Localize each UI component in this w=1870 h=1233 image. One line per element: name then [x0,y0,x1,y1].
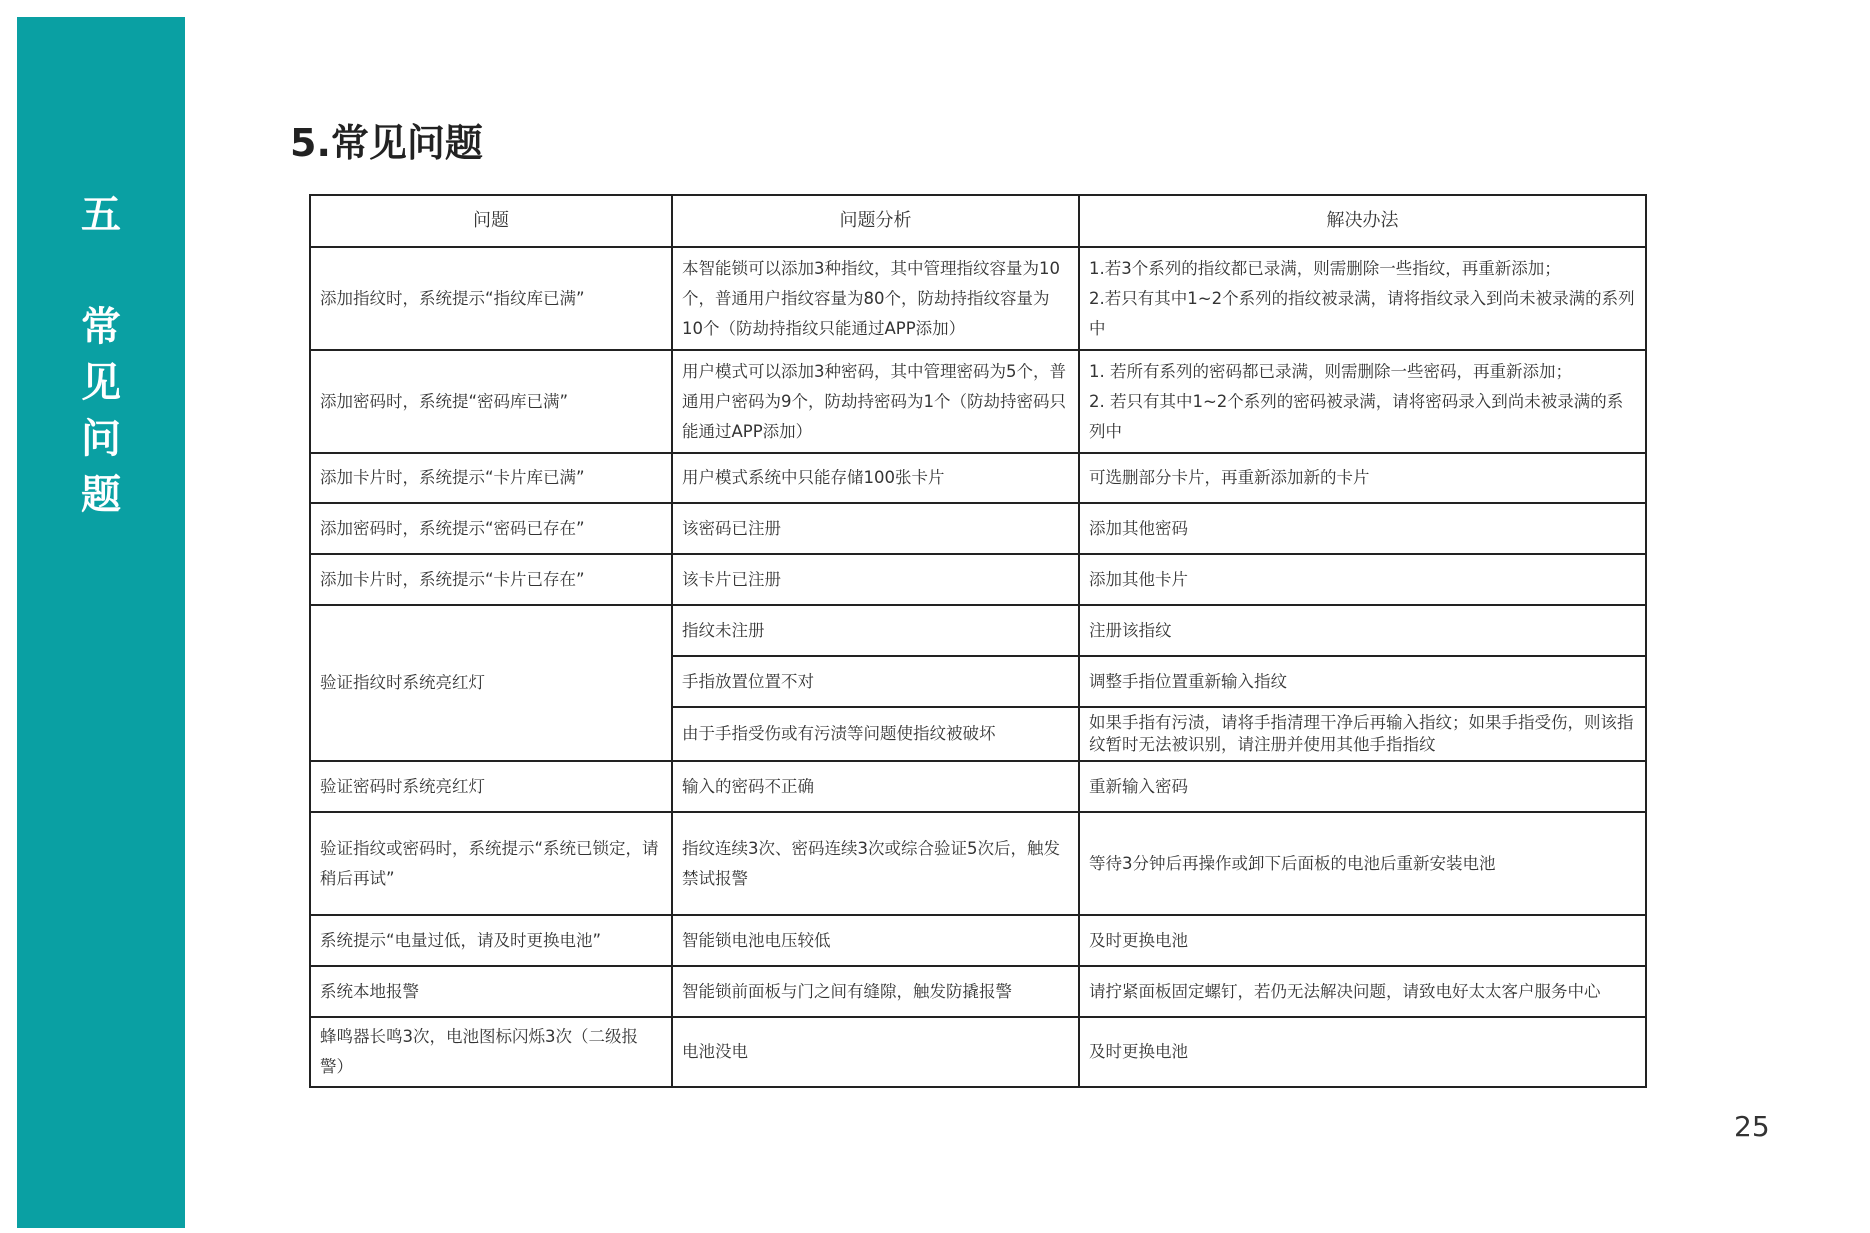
analysis-cell: 由于手指受伤或有污渍等问题使指纹被破坏 [672,707,1079,761]
solution-cell: 添加其他卡片 [1079,554,1646,605]
problem-cell: 验证指纹时系统亮红灯 [310,605,672,761]
analysis-cell: 电池没电 [672,1017,1079,1087]
problem-cell: 添加指纹时，系统提示“指纹库已满” [310,247,672,350]
chapter-number: 五 [81,192,121,238]
analysis-cell: 用户模式系统中只能存储100张卡片 [672,453,1079,503]
analysis-cell: 指纹未注册 [672,605,1079,656]
chapter-char: 常 [81,304,121,350]
problem-cell: 蜂鸣器长鸣3次，电池图标闪烁3次（二级报警） [310,1017,672,1087]
solution-cell: 及时更换电池 [1079,915,1646,966]
chapter-sidebar [17,17,185,1228]
problem-cell: 验证密码时系统亮红灯 [310,761,672,812]
table-row [310,350,1646,453]
problem-cell: 添加密码时，系统提示“密码已存在” [310,503,672,554]
table-row [310,915,1646,966]
header-solution: 解决办法 [1079,195,1646,247]
analysis-cell: 该密码已注册 [672,503,1079,554]
problem-cell: 验证指纹或密码时，系统提示“系统已锁定，请稍后再试” [310,812,672,915]
solution-cell: 添加其他密码 [1079,503,1646,554]
table-row [310,812,1646,915]
solution-cell: 如果手指有污渍，请将手指清理干净后再输入指纹；如果手指受伤，则该指纹暂时无法被识别，请注册并使用其他手指指纹 [1079,707,1646,761]
table-row [310,761,1646,812]
faq-table [309,194,1647,1088]
problem-cell: 系统本地报警 [310,966,672,1017]
page-number: 25 [1734,1110,1770,1143]
solution-cell: 可选删部分卡片，再重新添加新的卡片 [1079,453,1646,503]
solution-cell: 调整手指位置重新输入指纹 [1079,656,1646,707]
table-row [310,247,1646,350]
analysis-cell: 该卡片已注册 [672,554,1079,605]
chapter-char: 题 [81,472,121,518]
table-row [310,966,1646,1017]
solution-cell: 请拧紧面板固定螺钉，若仍无法解决问题，请致电好太太客户服务中心 [1079,966,1646,1017]
chapter-heading [17,187,185,523]
problem-cell: 添加卡片时，系统提示“卡片已存在” [310,554,672,605]
chapter-char: 见 [81,360,121,406]
solution-cell: 及时更换电池 [1079,1017,1646,1087]
table-row [310,1017,1646,1087]
analysis-cell: 输入的密码不正确 [672,761,1079,812]
section-title: 5.常见问题 [290,121,483,165]
header-problem: 问题 [310,195,672,247]
solution-cell: 1.若3个系列的指纹都已录满，则需删除一些指纹，再重新添加； 2.若只有其中1~2个系列的指纹被录满，请将指纹录入到尚未被录满的系列中 [1079,247,1646,350]
analysis-cell: 智能锁前面板与门之间有缝隙，触发防撬报警 [672,966,1079,1017]
analysis-cell: 本智能锁可以添加3种指纹，其中管理指纹容量为10个，普通用户指纹容量为80个，防劫持指纹容量为10个（防劫持指纹只能通过APP添加） [672,247,1079,350]
table-row [310,453,1646,503]
solution-cell: 注册该指纹 [1079,605,1646,656]
analysis-cell: 手指放置位置不对 [672,656,1079,707]
table-header-row [310,195,1646,247]
analysis-cell: 指纹连续3次、密码连续3次或综合验证5次后，触发禁试报警 [672,812,1079,915]
problem-cell: 系统提示“电量过低，请及时更换电池” [310,915,672,966]
solution-cell: 等待3分钟后再操作或卸下后面板的电池后重新安装电池 [1079,812,1646,915]
problem-cell: 添加卡片时，系统提示“卡片库已满” [310,453,672,503]
solution-cell: 重新输入密码 [1079,761,1646,812]
problem-cell: 添加密码时，系统提“密码库已满” [310,350,672,453]
analysis-cell: 智能锁电池电压较低 [672,915,1079,966]
solution-cell: 1. 若所有系列的密码都已录满，则需删除一些密码，再重新添加； 2. 若只有其中1~2个系列的密码被录满，请将密码录入到尚未被录满的系列中 [1079,350,1646,453]
chapter-char: 问 [81,416,121,462]
table-row [310,605,1646,656]
table-row [310,503,1646,554]
table-row [310,554,1646,605]
analysis-cell: 用户模式可以添加3种密码，其中管理密码为5个，普通用户密码为9个，防劫持密码为1个（防劫持密码只能通过APP添加） [672,350,1079,453]
header-analysis: 问题分析 [672,195,1079,247]
